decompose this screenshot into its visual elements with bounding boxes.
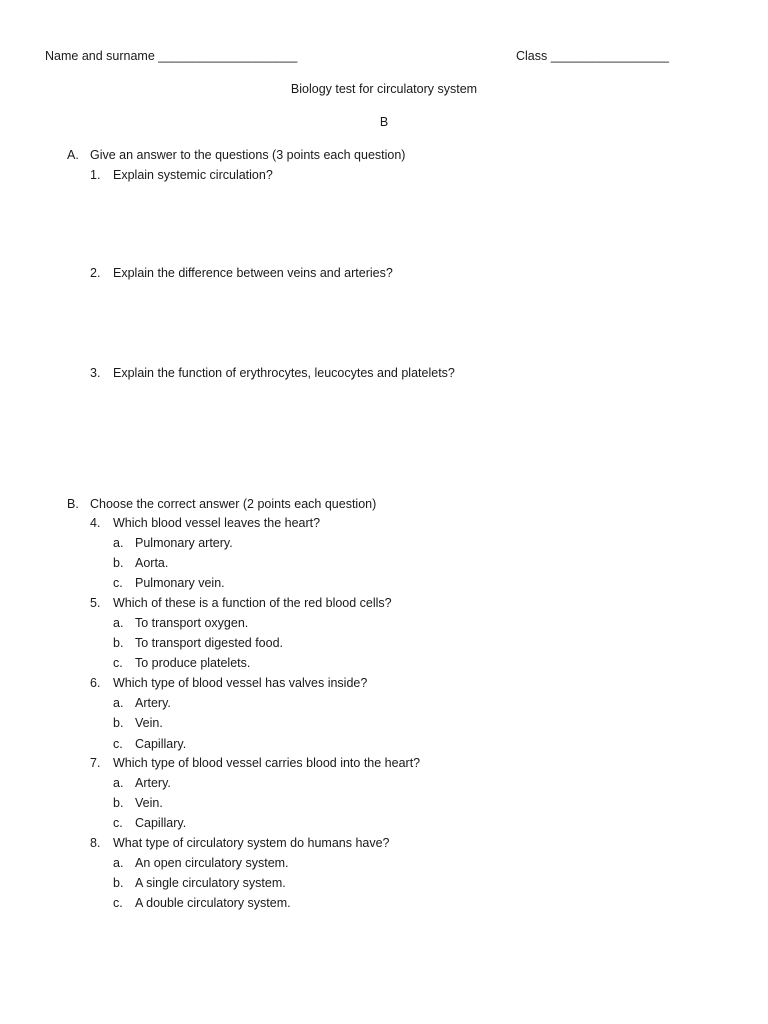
question-number: 7.: [90, 756, 101, 770]
question-text: Which blood vessel leaves the heart?: [113, 516, 321, 530]
section-b-heading: Choose the correct answer (2 points each question): [90, 497, 377, 511]
option-text: To transport digested food.: [135, 636, 284, 650]
option-text: An open circulatory system.: [135, 856, 289, 870]
question-number: 2.: [90, 266, 101, 280]
section-a-marker: A.: [67, 148, 79, 162]
option-letter: c.: [113, 656, 123, 670]
option-letter: a.: [113, 536, 124, 550]
option-letter: a.: [113, 776, 124, 790]
option-letter: a.: [113, 616, 124, 630]
option-letter: c.: [113, 576, 123, 590]
question-number: 3.: [90, 366, 101, 380]
test-variant: B: [379, 115, 389, 129]
section-a-heading: Give an answer to the questions (3 points each question): [90, 148, 406, 162]
option-letter: b.: [113, 716, 124, 730]
option-text: Artery.: [135, 776, 171, 790]
option-letter: c.: [113, 816, 123, 830]
option-text: Vein.: [135, 796, 163, 810]
question-number: 8.: [90, 836, 101, 850]
option-text: Capillary.: [135, 737, 187, 751]
question-text: Explain the difference between veins and arteries?: [113, 266, 393, 280]
question-number: 4.: [90, 516, 101, 530]
option-letter: c.: [113, 737, 123, 751]
option-text: A double circulatory system.: [135, 896, 291, 910]
question-number: 1.: [90, 168, 101, 182]
option-text: Artery.: [135, 696, 171, 710]
option-text: Vein.: [135, 716, 163, 730]
name-surname-field: Name and surname ____________________: [45, 49, 298, 63]
option-letter: b.: [113, 876, 124, 890]
option-text: Capillary.: [135, 816, 187, 830]
option-text: A single circulatory system.: [135, 876, 286, 890]
question-number: 5.: [90, 596, 101, 610]
class-field: Class _________________: [516, 49, 669, 63]
question-text: Which type of blood vessel has valves inside?: [113, 676, 368, 690]
option-letter: a.: [113, 696, 124, 710]
option-letter: b.: [113, 636, 124, 650]
option-text: Pulmonary vein.: [135, 576, 225, 590]
question-text: Which of these is a function of the red blood cells?: [113, 596, 392, 610]
question-text: Explain the function of erythrocytes, leucocytes and platelets?: [113, 366, 455, 380]
test-title: Biology test for circulatory system: [290, 82, 478, 96]
question-number: 6.: [90, 676, 101, 690]
option-letter: a.: [113, 856, 124, 870]
option-text: Pulmonary artery.: [135, 536, 233, 550]
option-text: To transport oxygen.: [135, 616, 249, 630]
option-text: Aorta.: [135, 556, 169, 570]
option-letter: b.: [113, 556, 124, 570]
option-letter: b.: [113, 796, 124, 810]
question-text: What type of circulatory system do humans have?: [113, 836, 390, 850]
section-b-marker: B.: [67, 497, 79, 511]
option-letter: c.: [113, 896, 123, 910]
question-text: Which type of blood vessel carries blood into the heart?: [113, 756, 421, 770]
question-text: Explain systemic circulation?: [113, 168, 273, 182]
option-text: To produce platelets.: [135, 656, 251, 670]
